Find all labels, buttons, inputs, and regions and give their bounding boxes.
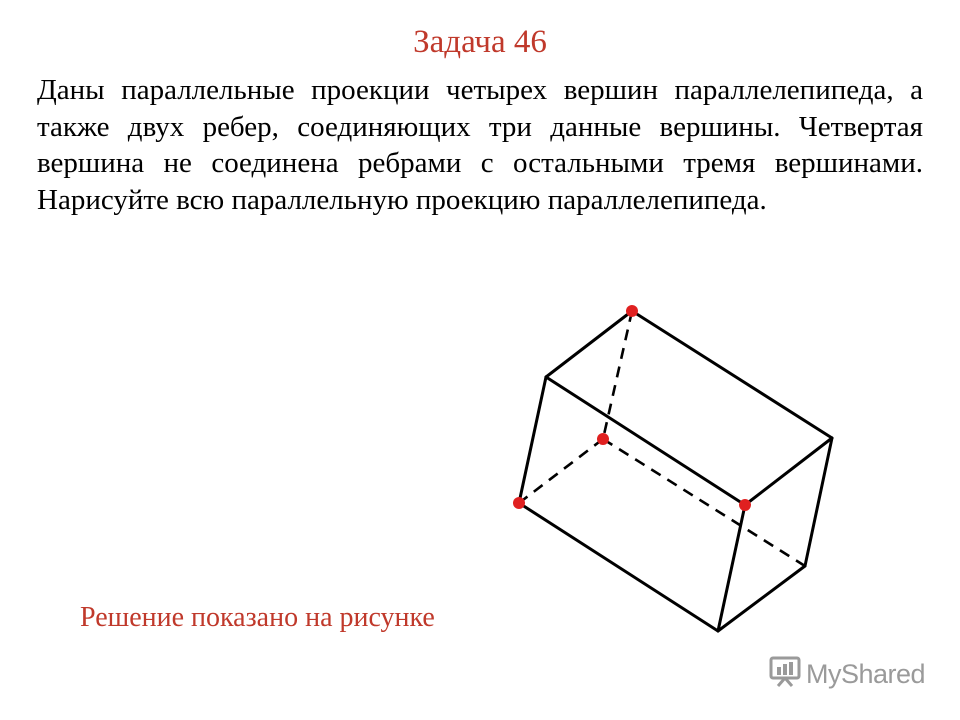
edge-solid bbox=[519, 503, 718, 631]
myshared-watermark bbox=[768, 656, 925, 692]
edge-hidden bbox=[603, 439, 805, 566]
watermark-brand: MyShared bbox=[806, 658, 926, 689]
solution-caption: Решение показано на рисунке bbox=[80, 602, 435, 633]
edge-solid bbox=[519, 377, 546, 503]
vertex-point bbox=[513, 497, 525, 509]
vertex-point bbox=[597, 433, 609, 445]
presentation-board-icon bbox=[768, 654, 806, 695]
vertex-point bbox=[739, 499, 751, 511]
problem-title: Задача 46 bbox=[413, 24, 547, 60]
problem-statement: Даны параллельные проекции четырех вершин параллелепипеда, а также двух ребер, соединяющих три данные вершины. Четвертая вершина не соединена ребрами с остальными тремя вершинами. Нарисуйте всю параллельную проекцию параллелепипеда. bbox=[37, 74, 923, 216]
vertex-point bbox=[626, 305, 638, 317]
edge-solid bbox=[546, 377, 745, 505]
edge-solid bbox=[632, 311, 832, 438]
